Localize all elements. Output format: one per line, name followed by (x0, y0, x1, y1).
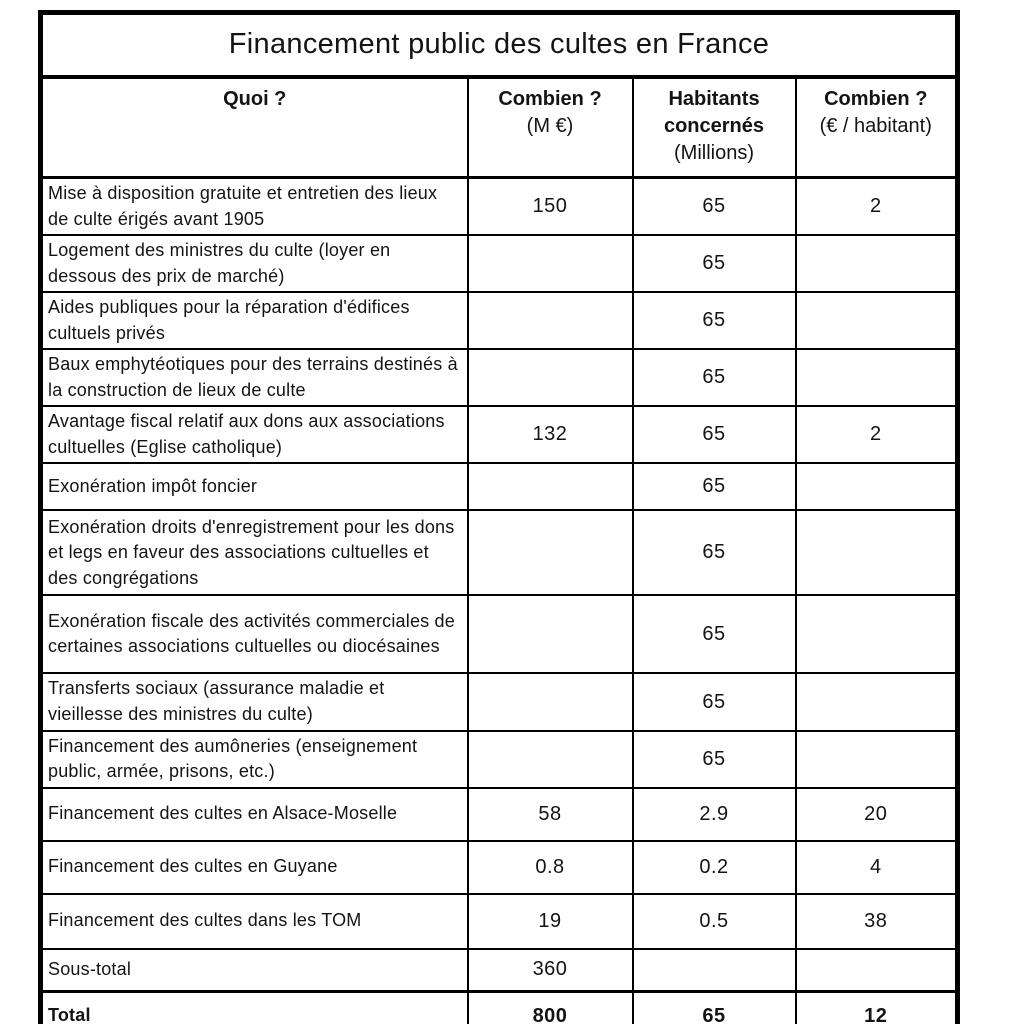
value-m-eur (468, 463, 633, 510)
value-eur-habitant (796, 731, 958, 788)
value-m-eur (468, 235, 633, 292)
value-m-eur (468, 731, 633, 788)
value-eur-habitant (796, 292, 958, 349)
column-header-habitants-sub: (Millions) (674, 141, 754, 164)
column-header-quoi-label: Quoi ? (223, 87, 287, 110)
value-eur-habitant (796, 349, 958, 406)
value-habitants: 65 (633, 178, 796, 236)
row-label: Mise à disposition gratuite et entretien des lieux de culte érigés avant 1905 (41, 178, 468, 236)
value-eur-habitant: 4 (796, 841, 958, 894)
value-habitants: 65 (633, 731, 796, 788)
value-habitants: 65 (633, 463, 796, 510)
table-row (41, 894, 958, 949)
row-label: Avantage fiscal relatif aux dons aux associations cultuelles (Eglise catholique) (41, 406, 468, 463)
table-row (41, 406, 958, 463)
column-header-combien-eurhab-label: Combien ? (824, 87, 928, 110)
value-eur-habitant: 12 (796, 992, 958, 1024)
row-label: Exonération droits d'enregistrement pour les dons et legs en faveur des associations cultuelles et des congrégations (41, 510, 468, 595)
table-row (41, 235, 958, 292)
value-habitants: 65 (633, 406, 796, 463)
table-row (41, 463, 958, 510)
table-row (41, 788, 958, 841)
column-header-habitants (633, 77, 796, 178)
table-row (41, 673, 958, 730)
table-row (41, 178, 958, 236)
value-eur-habitant (796, 235, 958, 292)
row-label: Exonération fiscale des activités commerciales de certaines associations cultuelles ou diocésaines (41, 595, 468, 673)
table-row-total (41, 992, 958, 1024)
value-habitants: 65 (633, 595, 796, 673)
column-header-habitants-label: Habitants concernés (663, 87, 765, 137)
value-eur-habitant: 2 (796, 406, 958, 463)
value-habitants (633, 949, 796, 992)
column-header-combien-meur-label: Combien ? (498, 87, 602, 110)
row-label: Sous-total (41, 949, 468, 992)
table-row (41, 292, 958, 349)
table-row (41, 510, 958, 595)
value-eur-habitant (796, 595, 958, 673)
table-row (41, 595, 958, 673)
column-header-combien-eurhab (796, 77, 958, 178)
value-m-eur: 0.8 (468, 841, 633, 894)
row-label: Exonération impôt foncier (41, 463, 468, 510)
value-m-eur (468, 510, 633, 595)
row-label: Baux emphytéotiques pour des terrains destinés à la construction de lieux de culte (41, 349, 468, 406)
column-header-combien-meur-sub: (M €) (526, 114, 574, 137)
table-title: Financement public des cultes en France (41, 13, 958, 77)
value-m-eur (468, 673, 633, 730)
table-row (41, 349, 958, 406)
value-eur-habitant (796, 463, 958, 510)
table-row (41, 731, 958, 788)
value-habitants: 65 (633, 673, 796, 730)
row-label: Financement des cultes en Guyane (41, 841, 468, 894)
value-habitants: 65 (633, 992, 796, 1024)
row-label: Total (41, 992, 468, 1024)
value-habitants: 65 (633, 235, 796, 292)
value-eur-habitant: 20 (796, 788, 958, 841)
table-title-row (41, 13, 958, 77)
value-habitants: 65 (633, 292, 796, 349)
value-eur-habitant (796, 949, 958, 992)
value-m-eur: 800 (468, 992, 633, 1024)
value-m-eur (468, 292, 633, 349)
value-eur-habitant (796, 510, 958, 595)
value-m-eur: 360 (468, 949, 633, 992)
value-eur-habitant: 2 (796, 178, 958, 236)
value-m-eur (468, 595, 633, 673)
value-habitants: 0.2 (633, 841, 796, 894)
column-header-combien-eurhab-sub: (€ / habitant) (819, 114, 932, 137)
value-habitants: 65 (633, 510, 796, 595)
value-habitants: 2.9 (633, 788, 796, 841)
table-row-subtotal (41, 949, 958, 992)
row-label: Aides publiques pour la réparation d'édifices cultuels privés (41, 292, 468, 349)
row-label: Financement des cultes dans les TOM (41, 894, 468, 949)
column-header-quoi (41, 77, 468, 178)
value-habitants: 65 (633, 349, 796, 406)
table-row (41, 841, 958, 894)
value-m-eur: 132 (468, 406, 633, 463)
value-habitants: 0.5 (633, 894, 796, 949)
row-label: Financement des aumôneries (enseignement public, armée, prisons, etc.) (41, 731, 468, 788)
value-m-eur: 58 (468, 788, 633, 841)
value-m-eur (468, 349, 633, 406)
row-label: Transferts sociaux (assurance maladie et vieillesse des ministres du culte) (41, 673, 468, 730)
value-m-eur: 19 (468, 894, 633, 949)
row-label: Financement des cultes en Alsace-Moselle (41, 788, 468, 841)
row-label: Logement des ministres du culte (loyer en dessous des prix de marché) (41, 235, 468, 292)
table-header-row (41, 77, 958, 178)
value-eur-habitant (796, 673, 958, 730)
public-financing-table (38, 10, 960, 1024)
column-header-combien-meur (468, 77, 633, 178)
value-eur-habitant: 38 (796, 894, 958, 949)
value-m-eur: 150 (468, 178, 633, 236)
